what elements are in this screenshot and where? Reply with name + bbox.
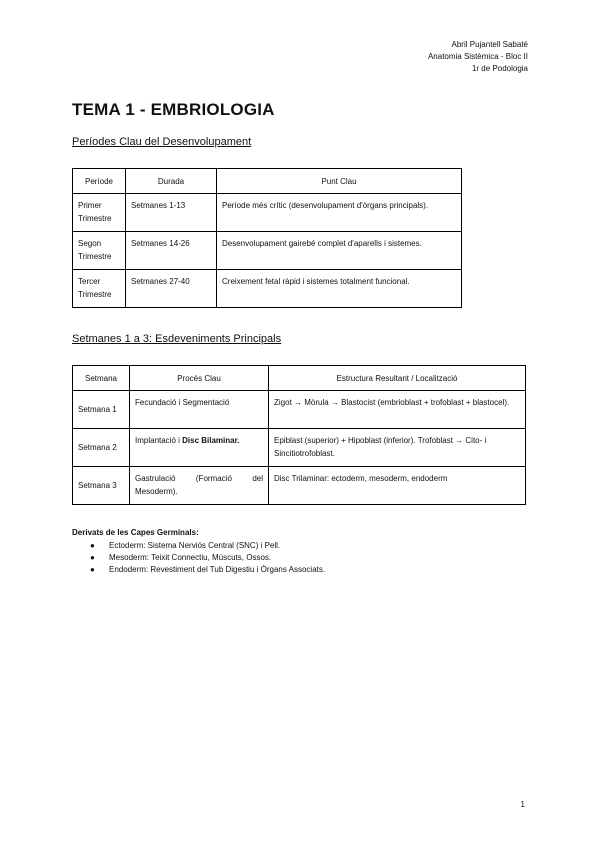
page-title: TEMA 1 - EMBRIOLOGIA [72, 100, 275, 119]
table-header-row [73, 169, 462, 194]
process-text: Gastrulació (Formació del Mesoderm). [135, 474, 263, 496]
page-header [428, 39, 528, 75]
result-cell: Disc Trilaminar: ectoderm, mesoderm, endoderm [269, 467, 526, 505]
process-text: Implantació i [135, 436, 183, 445]
list-item [72, 564, 325, 576]
header-course: Anatomia Sistèmica - Bloc II [427, 52, 528, 61]
periods-table [72, 168, 462, 308]
period-cell: Segon Trimestre [73, 232, 126, 270]
key-point-cell: Creixement fetal ràpid i sistemes totalment funcional. [217, 270, 462, 308]
bullet-icon: ● [90, 553, 95, 562]
table-row [73, 391, 526, 429]
table-header-row [73, 366, 526, 391]
process-text: Fecundació i Segmentació [135, 398, 230, 407]
table-row [73, 270, 462, 308]
page-number: 1 [520, 800, 525, 809]
header-author: Abril Pujantell Sabaté [451, 40, 528, 49]
germ-layers-section [72, 528, 325, 576]
column-header: Període [73, 169, 126, 194]
weeks-table [72, 365, 526, 505]
list-item-text: Endoderm: Revestiment del Tub Digestiu i Òrgans Associats. [109, 565, 326, 574]
process-cell [130, 429, 269, 467]
week-cell: Setmana 2 [73, 429, 130, 467]
week-cell: Setmana 1 [73, 391, 130, 429]
list-item-text: Ectoderm: Sistema Nerviós Central (SNC) i Pell. [109, 541, 281, 550]
week-cell: Setmana 3 [73, 467, 130, 505]
period-cell: Tercer Trimestre [73, 270, 126, 308]
list-item [72, 552, 325, 564]
column-header: Procés Clau [130, 366, 269, 391]
key-point-cell: Desenvolupament gairebé complet d'aparells i sistemes. [217, 232, 462, 270]
result-cell: Zigot → Mòrula → Blastocist (embrioblast + trofoblast + blastocel). [269, 391, 526, 429]
process-bold-text: Disc Bilaminar. [182, 436, 240, 445]
table-row [73, 467, 526, 505]
table-row [73, 429, 526, 467]
duration-cell: Setmanes 14-26 [126, 232, 217, 270]
column-header: Punt Clau [217, 169, 462, 194]
duration-cell: Setmanes 1-13 [126, 194, 217, 232]
list-item [72, 540, 325, 552]
process-cell [130, 391, 269, 429]
germ-layers-heading: Derivats de les Capes Germinals: [72, 528, 199, 537]
column-header: Estructura Resultant / Localització [269, 366, 526, 391]
result-cell: Epiblast (superior) + Hipoblast (inferior). Trofoblast → Cito- i Sincitiotrofoblast. [269, 429, 526, 467]
column-header: Durada [126, 169, 217, 194]
bullet-icon: ● [90, 541, 95, 550]
header-degree: 1r de Podologia [471, 64, 528, 73]
table-row [73, 232, 462, 270]
column-header: Setmana [73, 366, 130, 391]
section-heading-periodes: Períodes Clau del Desenvolupament [72, 136, 252, 148]
key-point-cell: Període més crític (desenvolupament d'òrgans principals). [217, 194, 462, 232]
section-heading-setmanes: Setmanes 1 a 3: Esdeveniments Principals [72, 333, 282, 345]
process-cell [130, 467, 269, 505]
period-cell: Primer Trimestre [73, 194, 126, 232]
bullet-icon: ● [90, 565, 95, 574]
germ-layers-list [72, 540, 325, 576]
table-row [73, 194, 462, 232]
list-item-text: Mesoderm: Teixit Connectiu, Múscuts, Ossos. [109, 553, 272, 562]
duration-cell: Setmanes 27-40 [126, 270, 217, 308]
